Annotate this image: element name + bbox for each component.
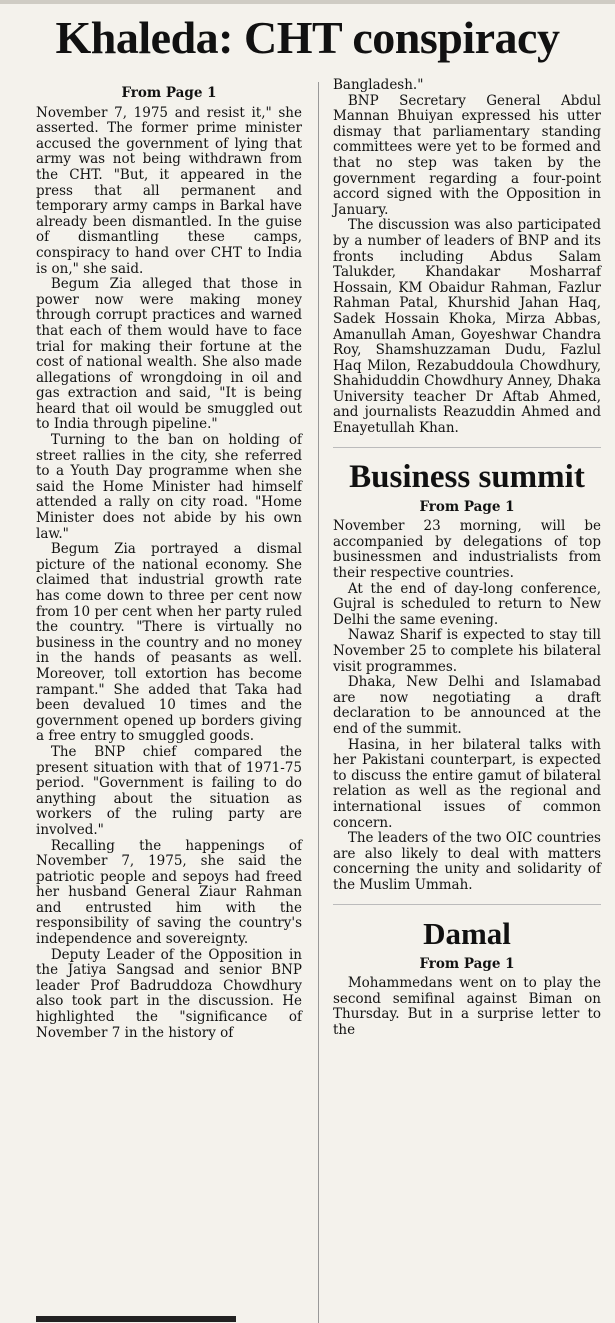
paragraph: The discussion was also participated by a number of leaders of BNP and its fronts including Abdus Salam Talukder, Khandakar Mosharraf Hossain, KM Obaidur Rahman, Fazlur Rahman Patal, Khurshid Jahan Haq, Sadek Hossain Khoka, Mirza Abbas, Amanullah Aman, Goyeshwar Chandra Roy, Shamshuzzaman Dudu, Fazlul Haq Milon, Rezabuddoula Chowdhury, Shahiduddin Chowdhury Anney, Dhaka University teacher Dr Aftab Ahmed, and journalists Reazuddin Ahmed and Enayetullah Khan.: [333, 217, 601, 437]
paragraph: November 23 morning, will be accompanied by delegations of top businessmen and industrialists from their respective countries.: [333, 518, 601, 582]
paragraph: Nawaz Sharif is expected to stay till November 25 to complete his bilateral visit programmes.: [333, 627, 601, 675]
paragraph: BNP Secretary General Abdul Mannan Bhuiyan expressed his utter dismay that parliamentary standing committees were yet to be formed and that no step was taken by the government regarding a four-point accord signed with the Opposition in January.: [333, 92, 601, 218]
dateline: From Page 1: [419, 955, 515, 972]
bottom-rule: [36, 1316, 236, 1322]
paragraph: November 7, 1975 and resist it," she asserted. The former prime minister accused the government of lying that army was not being withdrawn from the CHT. "But, it appeared in the press that all permanent and temporary army camps in Barkal have already been dismantled. In the guise of dismantling these camps, conspiracy to hand over CHT to India is on," she said.: [36, 104, 302, 277]
paragraph: Turning to the ban on holding of street rallies in the city, she referred to a Youth Day programme when she said the Home Minister had himself attended a rally on city road. "Home Minister does not abide by his own law.": [36, 432, 302, 542]
right-column: [333, 78, 601, 1038]
paragraph: Begum Zia portrayed a dismal picture of the national economy. She claimed that industrial growth rate has come down to three per cent now from 10 per cent when her party ruled the country. "There is virtually no business in the country and no money in the hands of peasants as well. Moreover, toll extortion has become rampant." She added that Taka had been devalued 10 times and the government opened up borders giving a free entry to smuggled goods.: [36, 541, 302, 745]
paragraph: Bangladesh.": [333, 77, 424, 93]
paragraph: The BNP chief compared the present situation with that of 1971-75 period. "Government is failing to do anything about the situation as workers of the ruling party are involved.": [36, 743, 302, 838]
paragraph: Dhaka, New Delhi and Islamabad are now negotiating a draft declaration to be announced at the end of the summit.: [333, 674, 601, 737]
top-rule: [0, 0, 615, 4]
paragraph: At the end of day-long conference, Gujral is scheduled to return to New Delhi the same evening.: [333, 580, 601, 628]
section-divider: [333, 447, 601, 448]
paragraph: The leaders of the two OIC countries are also likely to deal with matters concerning the unity and solidarity of the Muslim Ummah.: [333, 830, 601, 893]
section-title-business-summit: Business summit: [349, 458, 585, 495]
left-column: [36, 86, 302, 1041]
dateline: From Page 1: [419, 498, 515, 515]
paragraph: Hasina, in her bilateral talks with her Pakistani counterpart, is expected to discuss the entire gamut of bilateral relation as well as the regional and international issues of common concern.: [333, 736, 601, 831]
section-title-damal: Damal: [423, 915, 511, 951]
column-divider: [318, 82, 319, 1323]
paragraph: Recalling the happenings of November 7, 1975, she said the patriotic people and sepoys had freed her husband General Ziaur Rahman and entrusted him with the responsibility of saving the country's independence and sovereignty.: [36, 837, 302, 948]
dateline: From Page 1: [121, 85, 217, 101]
paragraph: Deputy Leader of the Opposition in the Jatiya Sangsad and senior BNP leader Prof Badruddoza Chowdhury also took part in the discussion. He highlighted the "significance of November 7 in the history of: [36, 946, 302, 1041]
paragraph: Begum Zia alleged that those in power now were making money through corrupt practices and warned that each of them would have to face trial for making their fortune at the cost of national wealth. She also made allegations of wrongdoing in oil and gas extraction and said, "It is being heard that oil would be smuggled out to India through pipeline.": [36, 276, 302, 433]
section-divider: [333, 904, 601, 905]
page-headline: Khaleda: CHT conspiracy: [55, 12, 560, 63]
paragraph: Mohammedans went on to play the second semifinal against Biman on Thursday. But in a surprise letter to the: [333, 975, 601, 1038]
